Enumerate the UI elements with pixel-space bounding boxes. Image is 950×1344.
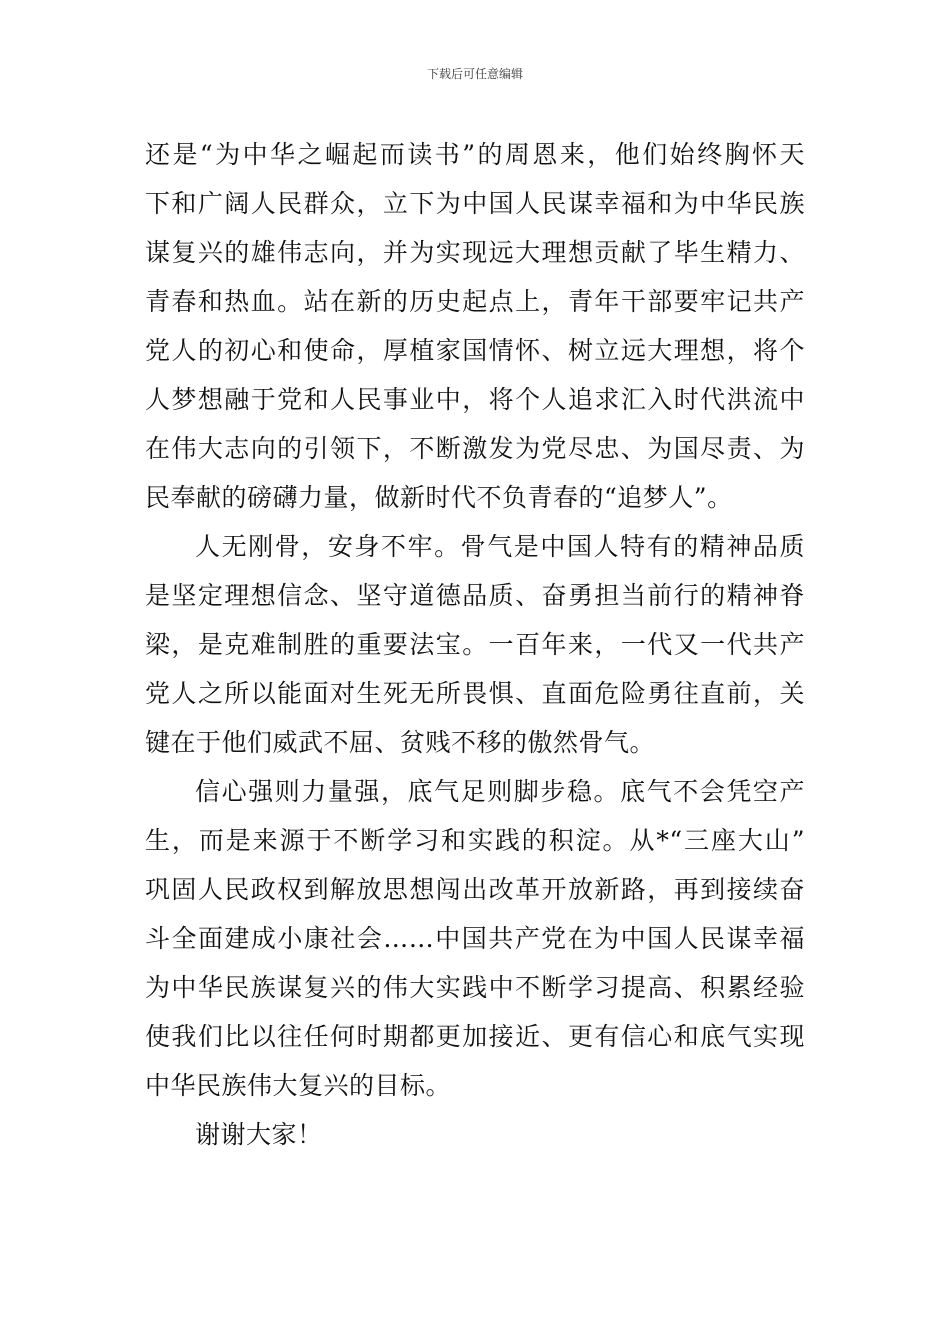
paragraph-line: 斗全面建成小康社会……中国共产党在为中国人民谋幸福 [145,924,805,953]
paragraph-4 [145,1110,805,1159]
paragraph-line: 青春和热血。站在新的历史起点上，青年干部要牢记共产 [145,287,805,316]
paragraph-line: 巩固人民政权到解放思想闯出改革开放新路，再到接续奋 [145,875,805,904]
paragraph-line: 是坚定理想信念、坚守道德品质、奋勇担当前行的精神脊 [145,581,805,610]
document-body [145,130,805,1159]
paragraph-line: 键在于他们威武不屈、贫贱不移的傲然骨气。 [145,728,656,757]
paragraph-line: 在伟大志向的引领下，不断激发为党尽忠、为国尽责、为 [145,434,805,463]
paragraph-line: 民奉献的磅礴力量，做新时代不负青春的“追梦人”。 [145,483,733,512]
paragraph-line: 下和广阔人民群众，立下为中国人民谋幸福和为中华民族 [145,189,805,218]
paragraph-line: 中华民族伟大复兴的目标。 [145,1071,452,1100]
paragraph-3 [145,767,805,1110]
page-header: 下载后可任意编辑 [426,67,523,81]
paragraph-line: 还是“为中华之崛起而读书”的周恩来，他们始终胸怀天 [145,140,805,169]
paragraph-line: 党人之所以能面对生死无所畏惧、直面危险勇往直前，关 [145,679,805,708]
paragraph-1 [145,130,805,522]
paragraph-line: 为中华民族谋复兴的伟大实践中不断学习提高、积累经验 [145,973,805,1002]
paragraph-2 [145,522,805,767]
paragraph-line: 谋复兴的雄伟志向，并为实现远大理想贡献了毕生精力、 [145,238,805,267]
paragraph-line: 使我们比以往任何时期都更加接近、更有信心和底气实现 [145,1022,805,1051]
paragraph-line: 信心强则力量强，底气足则脚步稳。底气不会凭空产 [195,777,805,806]
paragraph-line: 人无刚骨，安身不牢。骨气是中国人特有的精神品质 [195,532,805,561]
paragraph-line: 党人的初心和使命，厚植家国情怀、树立远大理想，将个 [145,336,805,365]
closing-line: 谢谢大家！ [195,1120,323,1149]
paragraph-line: 梁，是克难制胜的重要法宝。一百年来，一代又一代共产 [145,630,805,659]
paragraph-line: 生，而是来源于不断学习和实践的积淀。从*“三座大山” [145,826,805,855]
paragraph-line: 人梦想融于党和人民事业中，将个人追求汇入时代洪流中 [145,385,805,414]
